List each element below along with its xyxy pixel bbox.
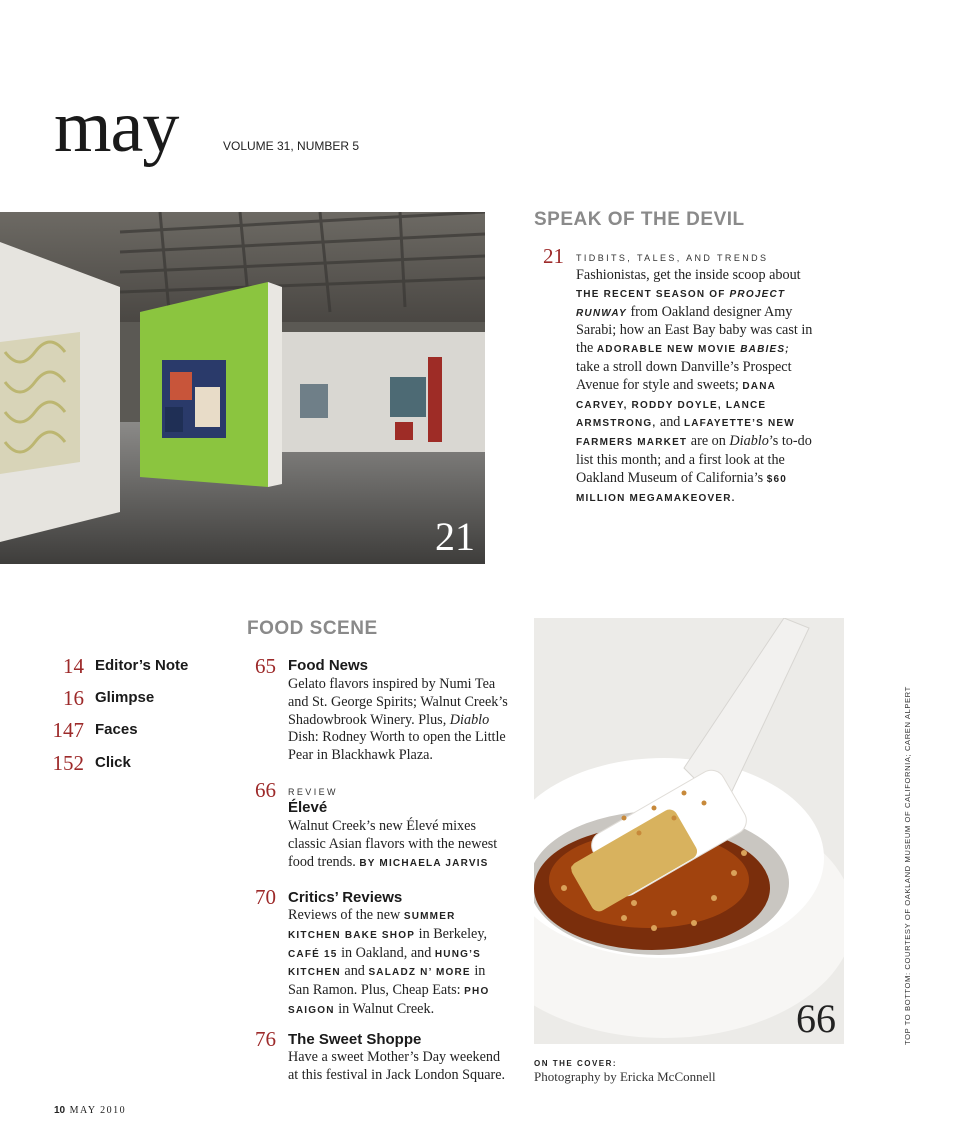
food-item-description: Have a sweet Mother’s Day weekend at this festival in Jack London Square. [288, 1049, 506, 1083]
footer-issue: MAY 2010 [69, 1105, 127, 1116]
cover-caption-credit: Photography by Ericka McConnell [534, 1069, 716, 1084]
museum-gallery-photo [0, 212, 485, 564]
cover-food-photo [534, 618, 844, 1044]
cover-caption-label: ON THE COVER: [534, 1059, 618, 1068]
food-item-page: 65 [255, 654, 276, 678]
speak-section-title: SPEAK OF THE DEVIL [534, 209, 745, 230]
footer-page-number: 10 [54, 1105, 66, 1116]
speak-description: Fashionistas, get the inside scoop about THE RECENT SEASON OF PROJECT RUNWAY from Oakland designer Amy Sarabi; how an East Bay baby was cast in the ADORABLE NEW MOVIE BABIES; take a stroll down Danville’s Prospect Avenue for style and sweets; DANA CARVEY, RODDY DOYLE, LANCE ARMSTRONG, and LAFAYETTE’S NEW FARMERS MARKET are on Diablo’s to-do list this month; and a first look at the Oakland Museum of California’s $60 MILLION MEGAMAKEOVER. [576, 267, 813, 504]
food-item-page: 76 [255, 1027, 276, 1051]
food-item-description: Reviews of the new SUMMER KITCHEN BAKE SHOP in Berkeley, CAFÉ 15 in Oakland, and HUNG’S KITCHEN and SALADZ N’ MORE in San Ramon. Plus, Cheap Eats: PHO SAIGON in Walnut Creek. [288, 907, 490, 1017]
footer-folio [54, 1105, 126, 1116]
department-page: 14 [63, 654, 84, 678]
photo-page-number: 21 [435, 514, 475, 559]
food-item-title: Food News [288, 657, 369, 674]
department-label: Click [95, 754, 131, 771]
cover-photo-page-number: 66 [796, 996, 836, 1041]
department-page: 16 [63, 686, 84, 710]
volume-label: VOLUME 31, NUMBER 5 [223, 139, 360, 153]
department-label: Faces [95, 721, 138, 738]
department-label: Glimpse [95, 689, 155, 706]
food-item-kicker: REVIEW [288, 787, 338, 797]
department-item[interactable] [40, 718, 210, 742]
food-item-page: 66 [255, 778, 276, 802]
department-item[interactable] [40, 654, 210, 678]
food-item-page: 70 [255, 885, 276, 909]
month-title: may [54, 86, 179, 168]
department-item[interactable] [40, 751, 210, 775]
food-section-title: FOOD SCENE [247, 618, 378, 639]
department-item[interactable] [40, 686, 210, 710]
department-page: 147 [52, 718, 84, 742]
food-item-description: Walnut Creek’s new Élevé mixes classic Asian flavors with the newest food trends. BY MICHAELA JARVIS [288, 818, 498, 870]
food-item-description: Gelato flavors inspired by Numi Tea and St. George Spirits; Walnut Creek’s Shadowbrook Winery. Plus, Diablo Dish: Rodney Worth to open the Little Pear in Blackhawk Plaza. [288, 676, 508, 764]
department-label: Editor’s Note [95, 657, 189, 674]
speak-kicker: TIDBITS, TALES, AND TRENDS [576, 253, 769, 263]
food-item-title: The Sweet Shoppe [288, 1031, 422, 1048]
food-item-title: Élevé [288, 799, 328, 816]
department-page: 152 [52, 751, 84, 775]
food-item-title: Critics’ Reviews [288, 889, 403, 906]
vertical-photo-credit: TOP TO BOTTOM: COURTESY OF OAKLAND MUSEUM OF CALIFORNIA; CAREN ALPERT [903, 686, 912, 1045]
speak-page-number: 21 [543, 244, 564, 268]
